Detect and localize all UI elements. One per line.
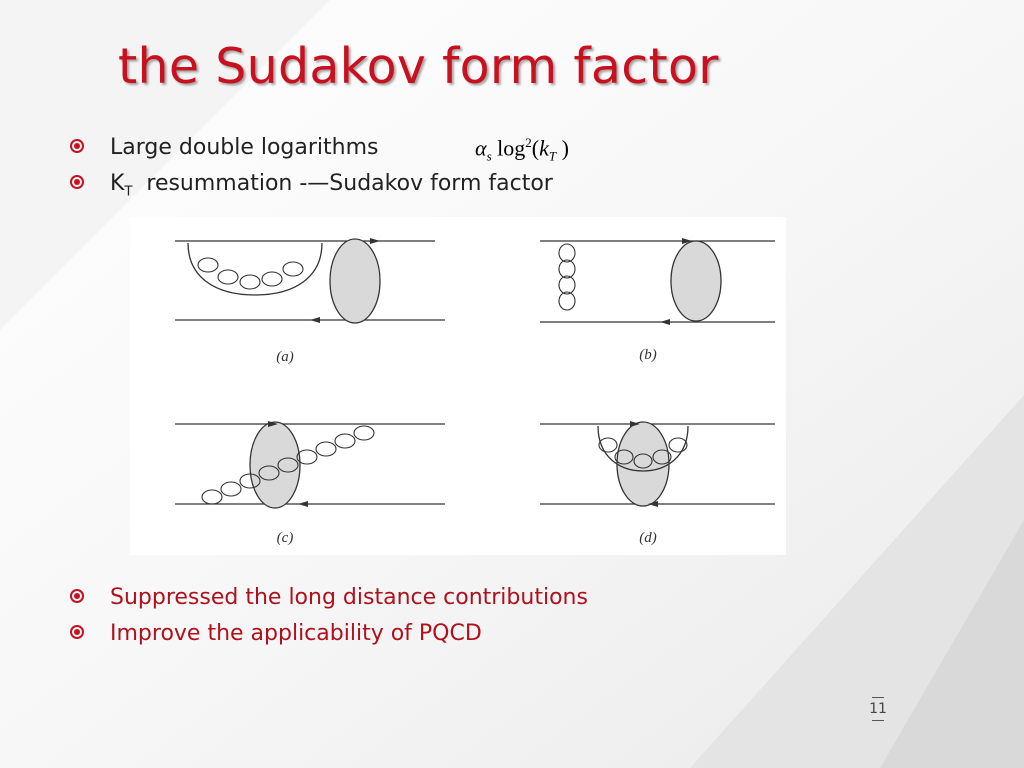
diagram-label-b: (b): [639, 347, 657, 363]
double-log-formula: $\alpha_s$ $\log^2(k_T$ ): [475, 135, 569, 164]
bullet-text: Suppressed the long distance contributions: [110, 585, 588, 610]
gluon-loop-a: [188, 243, 322, 295]
gluon-b: [559, 244, 575, 310]
divider: [872, 720, 884, 721]
diagram-label-d: (d): [639, 530, 657, 546]
diagram-label-c: (c): [276, 530, 294, 546]
page-number-text: 11: [869, 701, 887, 717]
feynman-diagrams-figure: [130, 217, 786, 555]
page-number: [866, 697, 890, 721]
slide-title: the Sudakov form factor: [118, 38, 719, 95]
diagram-b: [540, 238, 775, 325]
bullet-icon: [70, 175, 84, 189]
diagram-c: [175, 421, 445, 508]
diagram-d: [540, 421, 775, 507]
bullet-text: $K_T$ resummation -—Sudakov form factor: [110, 171, 553, 200]
diagram-a: [175, 238, 445, 323]
diagram-label-a: (a): [276, 349, 294, 365]
bullet-text: Large double logarithms: [110, 135, 379, 160]
bullet-icon: [70, 139, 84, 153]
bullet-icon: [70, 625, 84, 639]
bullet-text: Improve the applicability of PQCD: [110, 621, 482, 646]
bullet-icon: [70, 589, 84, 603]
